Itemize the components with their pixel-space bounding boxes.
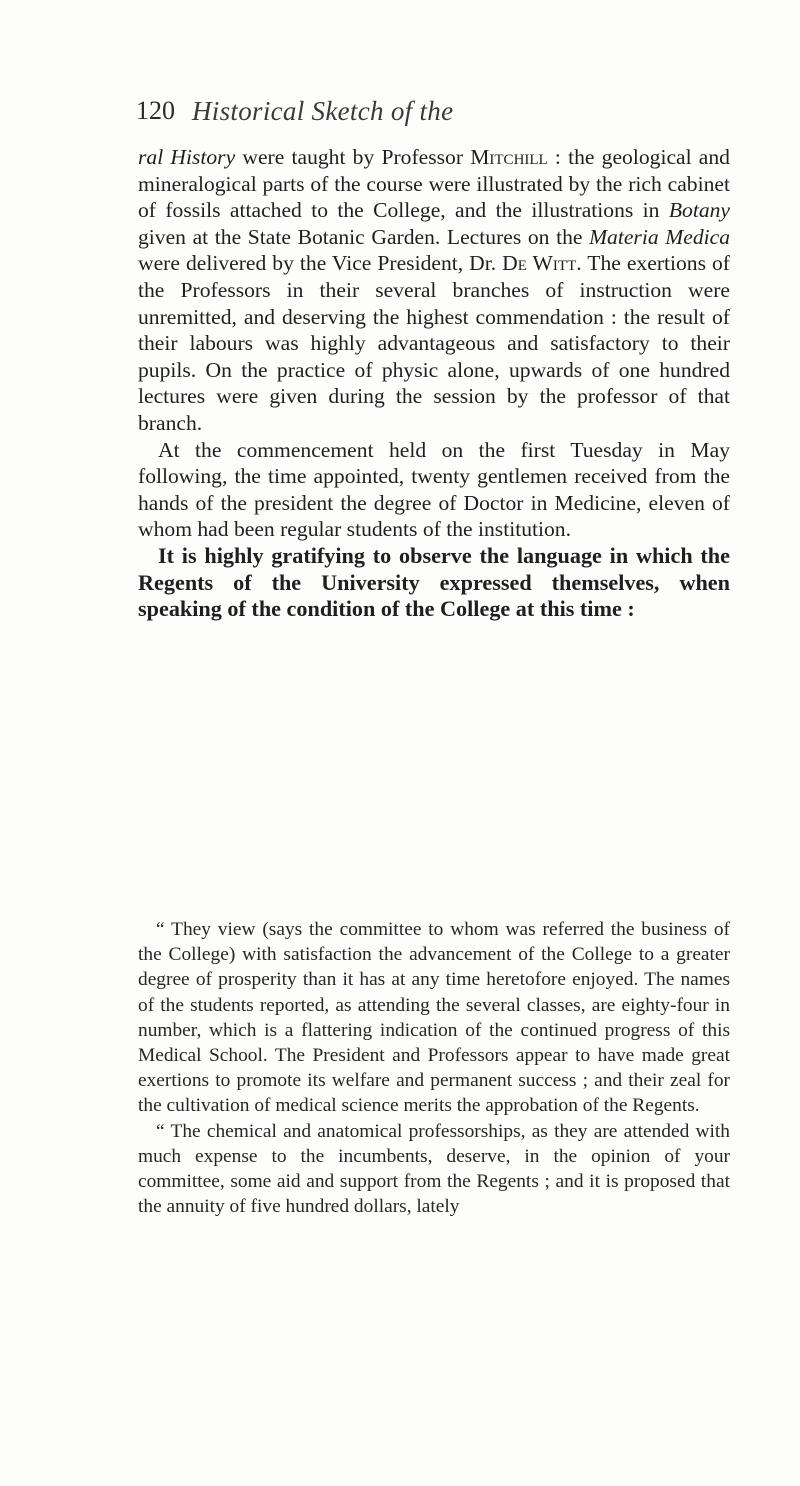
page-number: 120 [136,96,175,125]
text-run: were delivered by the Vice President, Dr. [138,251,503,276]
body-text [138,144,730,623]
italic-term: Materia Medica [589,224,730,249]
italic-term: ral History [138,145,236,169]
text-run: were taught by Professor [235,145,471,169]
running-head [136,96,736,132]
paragraph-commencement: At the commencement held on the first Tuesday in May following, the time appointed, twenty gentlemen received from the hands of the president the degree of Doctor in Medicine, eleven of whom had been regular students of the institution. [138,437,730,542]
text-run: . The exertions of the Professors in their several branches of instruction were unremitted, and deserving the highest commendation : the result of their labours was highly advantageous and satisfactory to their pupils. On the practice of physic alone, upwards of one hundred lectures were given during the session by the professor of that branch. [138,251,730,435]
quote-paragraph: “ The chemical and anatomical professorships, as they are attended with much expense to the incumbents, deserve, in the opinion of your committee, some aid and support from the Regents ; and it is proposed that the annuity of five hundred dollars, lately [138,1120,730,1218]
quote-paragraph: “ They view (says the committee to whom was referred the business of the College) with satisfaction the advancement of the College to a greater degree of prosperity than it has at any time heretofore enjoyed. The names of the students reported, as attending the several classes, are eighty-four in number, which is a flattering indication of the continued progress of this Medical School. The President and Professors appear to have made great exertions to promote its welfare and permanent success ; and their zeal for the cultivation of medical science merits the approbation of the Regents. [138,919,730,1117]
running-title: Historical Sketch of the [192,96,454,126]
text-run: : the geological and mineralogical parts of the course were illustrated by the rich cabinet of fossils attached to the College, and the illustrations in [138,145,730,223]
person-name: Mitchill [470,145,548,169]
paragraph-continued [138,144,730,437]
text-run: given at the State Botanic Garden. Lectures on the [138,224,590,249]
italic-term: Botany [668,198,730,223]
person-name: De Witt [502,251,577,276]
quoted-report [138,917,730,1219]
paragraph-regents: It is highly gratifying to observe the language in which the Regents of the University expressed themselves, when speaking of the condition of the College at this time : [138,542,730,622]
